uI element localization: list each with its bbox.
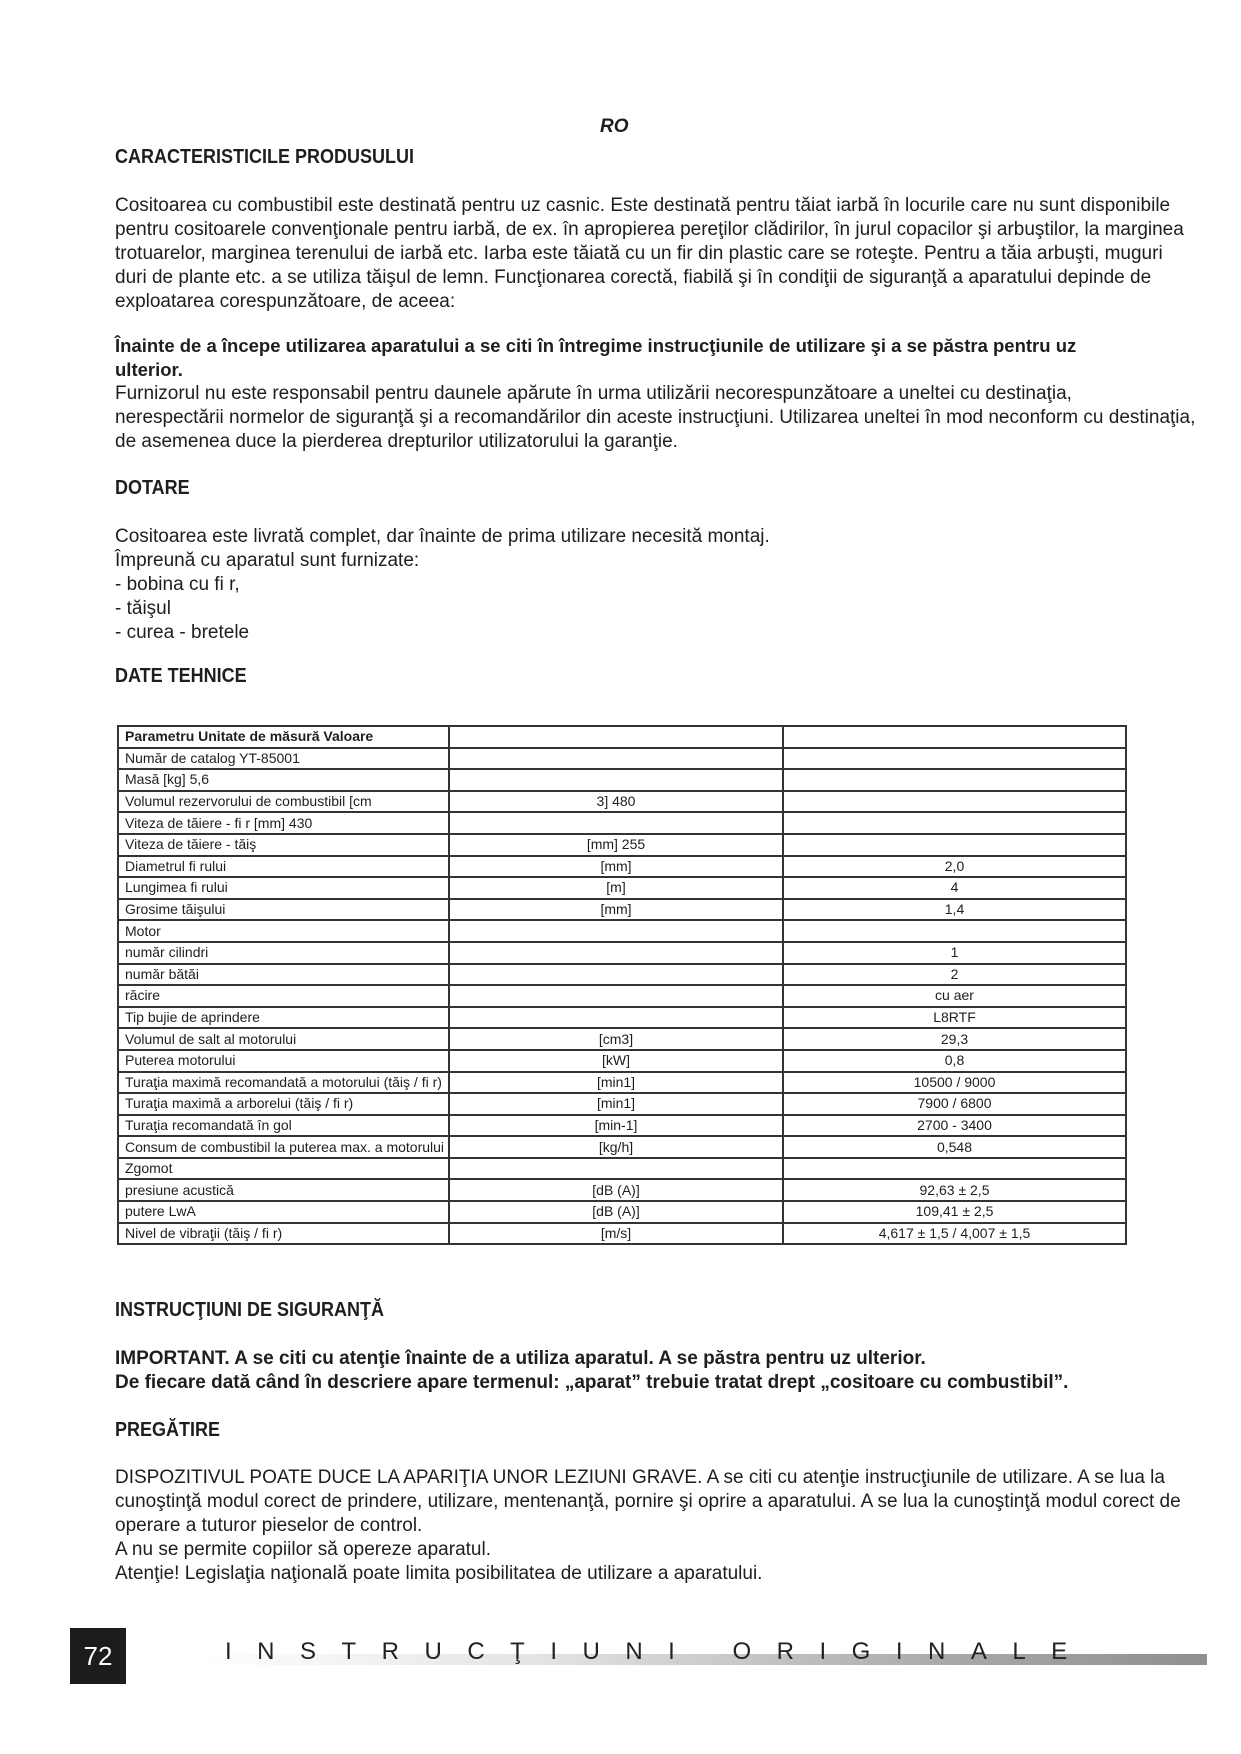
table-cell: [783, 920, 1126, 942]
text-line: duri de plante etc. a se utiliza tăişul de lemn. Funcţionarea corectă, fiabilă şi în condiţii de siguranţă a aparatului depinde de: [115, 267, 1152, 288]
table-cell: [449, 726, 783, 748]
table-row: [118, 1158, 1126, 1180]
table-cell: 29,3: [783, 1028, 1126, 1050]
text-line: Atenţie! Legislaţia naţională poate limita posibilitatea de utilizare a aparatului.: [115, 1563, 763, 1584]
table-row: [118, 964, 1126, 986]
page-number: 72: [70, 1628, 126, 1684]
table-cell: 1: [783, 942, 1126, 964]
table-cell: [m/s]: [449, 1223, 783, 1245]
table-cell: [449, 964, 783, 986]
table-row: [118, 1136, 1126, 1158]
section-title-preparation: PREGĂTIRE: [115, 1419, 221, 1441]
table-row: [118, 812, 1126, 834]
table-row: [118, 1072, 1126, 1094]
table-cell: Grosime tăişului: [118, 899, 449, 921]
table-cell: [783, 1158, 1126, 1180]
table-row: [118, 920, 1126, 942]
table-cell: [449, 1007, 783, 1029]
table-cell: 2700 - 3400: [783, 1115, 1126, 1137]
table-cell: 3] 480: [449, 791, 783, 813]
table-cell: 2,0: [783, 856, 1126, 878]
table-cell: [m]: [449, 877, 783, 899]
table-row: [118, 791, 1126, 813]
section-title-safety: INSTRUCŢIUNI DE SIGURANŢĂ: [115, 1299, 385, 1321]
table-cell: Turaţia recomandată în gol: [118, 1115, 449, 1137]
table-row: [118, 1201, 1126, 1223]
table-row: [118, 1007, 1126, 1029]
table-cell: 7900 / 6800: [783, 1093, 1126, 1115]
table-cell: [kg/h]: [449, 1136, 783, 1158]
table-cell: Parametru Unitate de măsură Valoare: [118, 726, 449, 748]
table-cell: [783, 769, 1126, 791]
table-row: [118, 726, 1126, 748]
table-cell: cu aer: [783, 985, 1126, 1007]
equipment-list: [115, 525, 1125, 645]
table-cell: Zgomot: [118, 1158, 449, 1180]
technical-data-table: [117, 725, 1127, 1245]
table-cell: 1,4: [783, 899, 1126, 921]
text-line: nerespectării normelor de siguranţă şi a recomandărilor din aceste instrucţiuni. Utilizarea uneltei în mod neconform cu destinaţia,: [115, 407, 1196, 428]
table-row: [118, 834, 1126, 856]
characteristics-paragraph: [115, 194, 1184, 314]
table-cell: Volumul de salt al motorului: [118, 1028, 449, 1050]
table-cell: Număr de catalog YT-85001: [118, 748, 449, 770]
text-line: IMPORTANT. A se citi cu atenţie înainte de a utiliza aparatul. A se păstra pentru uz ulterior.: [115, 1348, 926, 1369]
table-cell: 0,548: [783, 1136, 1126, 1158]
section-title-technical-data: DATE TEHNICE: [115, 665, 247, 687]
table-cell: [449, 942, 783, 964]
table-row: [118, 1223, 1126, 1245]
table-cell: 10500 / 9000: [783, 1072, 1126, 1094]
table-cell: [kW]: [449, 1050, 783, 1072]
text-line: cunoştinţă modul corect de prindere, utilizare, mentenanţă, pornire şi oprire a aparatului. A se lua la cunoştinţă modul corect de: [115, 1491, 1181, 1512]
table-cell: număr bătăi: [118, 964, 449, 986]
table-row: [118, 1179, 1126, 1201]
section-title-equipment: DOTARE: [115, 477, 190, 499]
table-cell: [dB (A)]: [449, 1201, 783, 1223]
table-row: [118, 877, 1126, 899]
table-cell: 92,63 ± 2,5: [783, 1179, 1126, 1201]
table-cell: număr cilindri: [118, 942, 449, 964]
table-cell: 0,8: [783, 1050, 1126, 1072]
table-cell: [mm]: [449, 899, 783, 921]
table-cell: [dB (A)]: [449, 1179, 783, 1201]
table-cell: Lungimea fi rului: [118, 877, 449, 899]
table-row: [118, 942, 1126, 964]
table-cell: 2: [783, 964, 1126, 986]
text-line: trotuarelor, marginea terenului de iarbă etc. Iarba este tăiată cu un fir din plastic care se roteşte. Pentru a tăia arbuşti, muguri: [115, 243, 1163, 264]
text-line: de asemenea duce la pierderea drepturilor utilizatorului la garanţie.: [115, 431, 678, 452]
list-item: - tăişul: [115, 598, 171, 619]
table-cell: Consum de combustibil la puterea max. a motorului: [118, 1136, 449, 1158]
table-cell: Diametrul fi rului: [118, 856, 449, 878]
table-cell: [mm] 255: [449, 834, 783, 856]
table-cell: [mm]: [449, 856, 783, 878]
table-row: [118, 899, 1126, 921]
text-line: De fiecare dată când în descriere apare termenul: „aparat” trebuie tratat drept „cositoare cu combustibil”.: [115, 1372, 1069, 1393]
list-item: - bobina cu fi r,: [115, 574, 240, 595]
table-cell: Viteza de tăiere - tăiş: [118, 834, 449, 856]
text-line: operare a tuturor pieselor de control.: [115, 1515, 423, 1536]
text-line: Furnizorul nu este responsabil pentru daunele apărute în urma utilizării necorespunzătoare a uneltei cu destinaţia,: [115, 383, 1072, 404]
table-cell: [783, 748, 1126, 770]
table-row: [118, 1050, 1126, 1072]
table-cell: Volumul rezervorului de combustibil [cm: [118, 791, 449, 813]
table-row: [118, 1115, 1126, 1137]
footer-title: INSTRUCŢIUNI ORIGINALE: [225, 1638, 1093, 1665]
table-cell: [783, 726, 1126, 748]
text-line: DISPOZITIVUL POATE DUCE LA APARIŢIA UNOR LEZIUNI GRAVE. A se citi cu atenţie instrucţiunile de utilizare. A se lua la: [115, 1467, 1165, 1488]
table-cell: [783, 812, 1126, 834]
text-line: Cositoarea este livrată complet, dar înainte de prima utilizare necesită montaj.: [115, 526, 770, 547]
table-cell: Viteza de tăiere - fi r [mm] 430: [118, 812, 449, 834]
text-line: Împreună cu aparatul sunt furnizate:: [115, 550, 420, 571]
table-cell: răcire: [118, 985, 449, 1007]
table-cell: [449, 920, 783, 942]
table-cell: Tip bujie de aprindere: [118, 1007, 449, 1029]
text-line: pentru cositoarele convenţionale pentru iarbă, de ex. în apropierea pereţilor clădirilor, în jurul copacilor şi arbuştilor, la marginea: [115, 219, 1184, 240]
table-cell: [783, 834, 1126, 856]
table-cell: Masă [kg] 5,6: [118, 769, 449, 791]
table-cell: 4: [783, 877, 1126, 899]
liability-paragraph: [115, 382, 1196, 454]
table-row: [118, 1093, 1126, 1115]
table-cell: Puterea motorului: [118, 1050, 449, 1072]
table-cell: L8RTF: [783, 1007, 1126, 1029]
table-cell: [min-1]: [449, 1115, 783, 1137]
table-row: [118, 748, 1126, 770]
table-cell: [449, 812, 783, 834]
table-cell: [449, 748, 783, 770]
text-line: exploatarea corespunzătoare, de aceea:: [115, 291, 456, 312]
table-cell: 4,617 ± 1,5 / 4,007 ± 1,5: [783, 1223, 1126, 1245]
safety-important-note: [115, 1347, 1125, 1395]
table-cell: presiune acustică: [118, 1179, 449, 1201]
table-cell: putere LwA: [118, 1201, 449, 1223]
table-cell: [min1]: [449, 1093, 783, 1115]
list-item: - curea - bretele: [115, 622, 250, 643]
table-cell: Nivel de vibraţii (tăiş / fi r): [118, 1223, 449, 1245]
table-cell: Turaţia maximă recomandată a motorului (tăiş / fi r): [118, 1072, 449, 1094]
text-line: A nu se permite copiilor să opereze aparatul.: [115, 1539, 491, 1560]
table-cell: 109,41 ± 2,5: [783, 1201, 1126, 1223]
table-cell: [cm3]: [449, 1028, 783, 1050]
table-cell: [449, 985, 783, 1007]
table-cell: [783, 791, 1126, 813]
table-cell: Turaţia maximă a arborelui (tăiş / fi r): [118, 1093, 449, 1115]
table-row: [118, 856, 1126, 878]
table-row: [118, 769, 1126, 791]
table-cell: [449, 1158, 783, 1180]
table-cell: [449, 769, 783, 791]
text-line: Cositoarea cu combustibil este destinată pentru uz casnic. Este destinată pentru tăiat iarbă în locurile care nu sunt disponibile: [115, 195, 1171, 216]
table-row: [118, 1028, 1126, 1050]
table-cell: Motor: [118, 920, 449, 942]
section-title-characteristics: CARACTERISTICILE PRODUSULUI: [115, 146, 415, 168]
preparation-paragraph: [115, 1466, 1181, 1586]
table-row: [118, 985, 1126, 1007]
table-cell: [min1]: [449, 1072, 783, 1094]
language-code: RO: [600, 116, 629, 137]
read-instructions-note: Înainte de a începe utilizarea aparatului a se citi în întregime instrucţiunile de utilizare şi a se păstra pentru uz ulterior.: [115, 335, 1077, 380]
